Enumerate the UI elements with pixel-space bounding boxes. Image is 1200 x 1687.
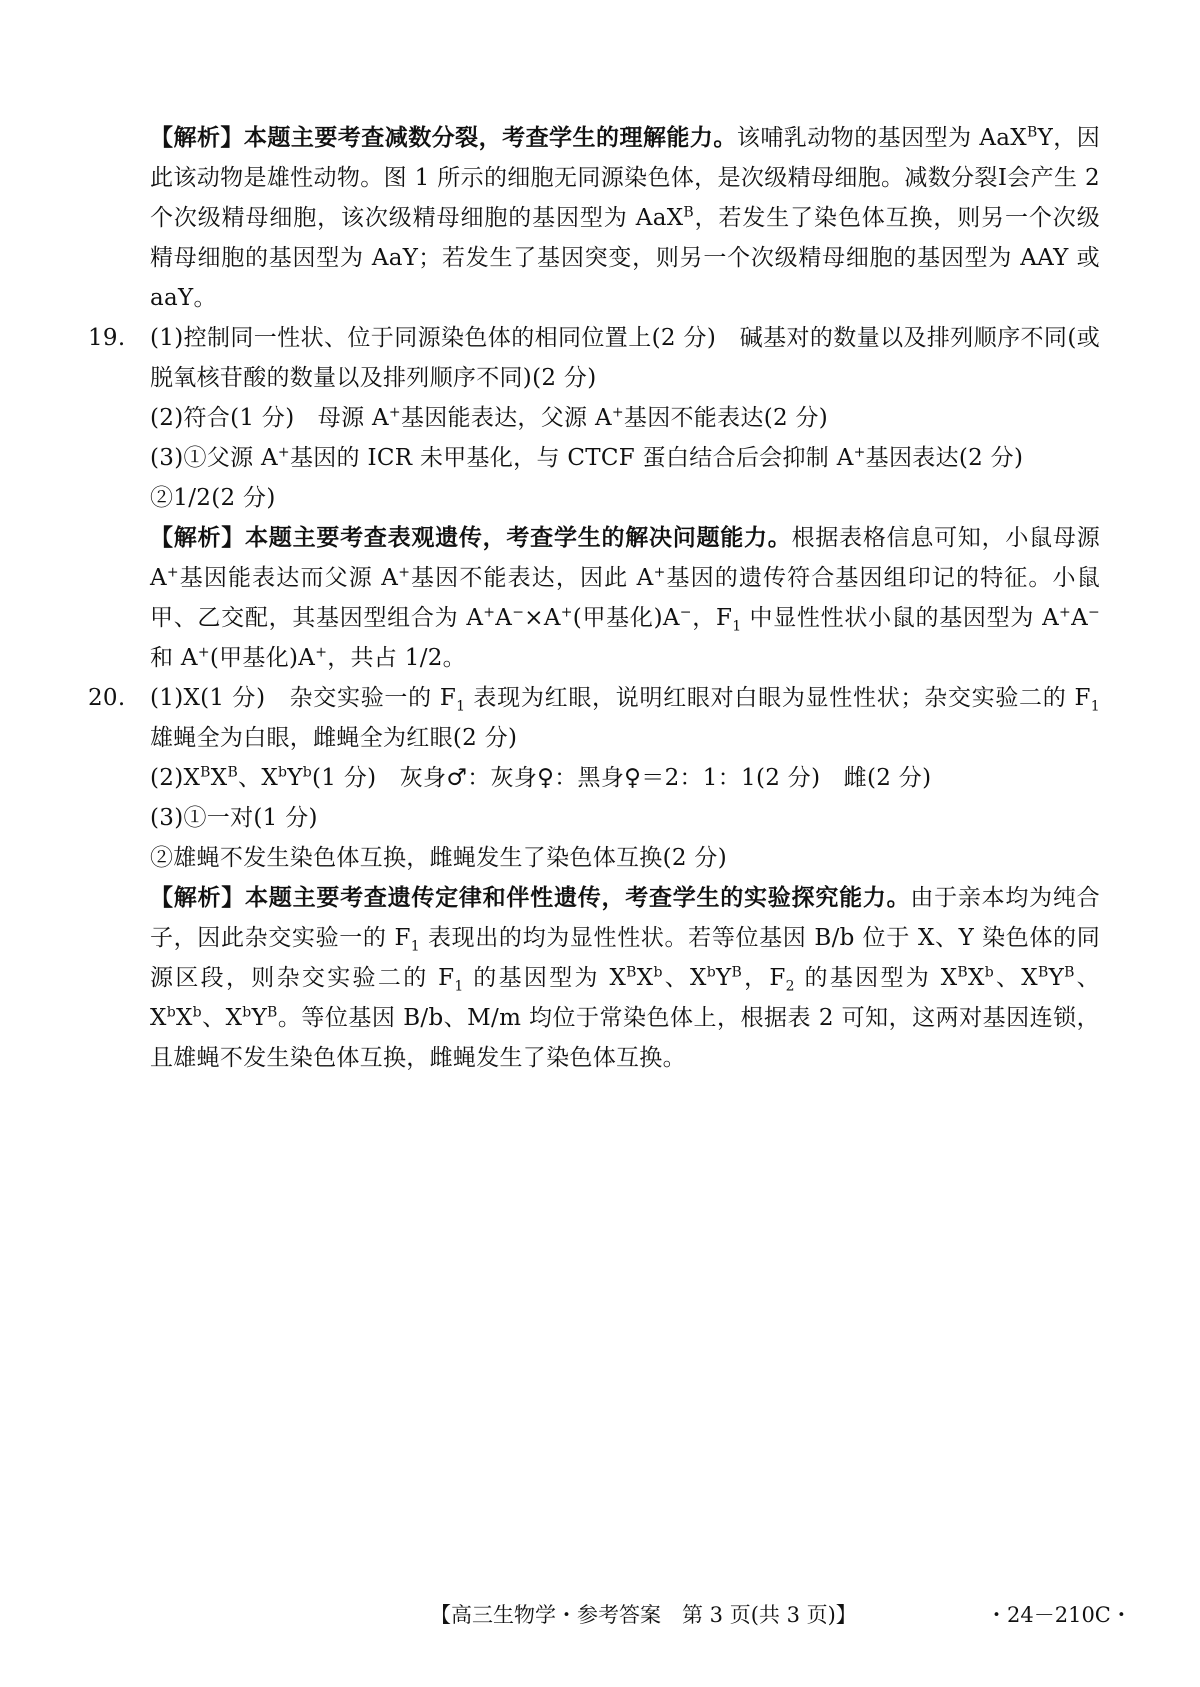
analysis-heading: 本题主要考查遗传定律和伴性遗传，考查学生的实验探究能力。	[245, 884, 911, 911]
question-number: 20.	[88, 685, 126, 711]
q20-analysis: 【解析】本题主要考查遗传定律和伴性遗传，考查学生的实验探究能力。由于亲本均为纯合子，因此杂交实验一的 $F_1$ 表现出的均为显性性状。若等位基因 B/b 位于 X、Y 染色体的同源区段，则杂交实验二的 $F_1$ 的基因型为 $X^BX^b$、$X^bY^B$，$F_2$ 的基因型为 $X^BX^b$、$X^BY^B$、$X^bX^b$、$X^bY^B$。等位基因 B/b、M/m 均位于常染色体上，根据表 2 可知，这两对基因连锁，且雄蝇不发生染色体互换，雌蝇发生了染色体互换。	[150, 884, 1100, 1071]
analysis-heading: 本题主要考查减数分裂，考查学生的理解能力。	[243, 124, 737, 151]
analysis-label: 【解析】	[150, 884, 246, 911]
analysis-label: 【解析】	[150, 124, 244, 151]
footer-page-info: 【高三生物学・参考答案 第 3 页(共 3 页)】	[430, 1603, 857, 1627]
page-footer	[0, 1595, 1200, 1635]
analysis-label: 【解析】	[150, 524, 246, 551]
q18-analysis: 【解析】本题主要考查减数分裂，考查学生的理解能力。该哺乳动物的基因型为 AaX$^B$Y，因此该动物是雄性动物。图 1 所示的细胞无同源染色体，是次级精母细胞。减数分裂Ⅰ会产生 2 个次级精母细胞，该次级精母细胞的基因型为 AaX$^B$，若发生了染色体互换，则另一个次级精母细胞的基因型为 AaY；若发生了基因突变，则另一个次级精母细胞的基因型为 AAY 或 aaY。	[150, 124, 1100, 311]
footer-doc-code: ・24－210C・	[986, 1603, 1132, 1627]
q19-answer-2: (2)符合(1 分) 母源 A+基因能表达，父源 A+基因不能表达(2 分)	[150, 404, 829, 431]
question-number: 19.	[88, 325, 126, 351]
question-20	[88, 678, 1101, 1078]
q20-answer-2: $(2)X^BX^B$、$X^bY^b(1$ 分) 灰身♂：灰身♀：黑身♀＝2：1：1(2 分) 雌(2 分)	[150, 764, 932, 791]
answer-content	[88, 118, 1101, 1078]
q20-answer-4: ②雄蝇不发生染色体互换，雌蝇发生了染色体互换(2 分)	[150, 845, 727, 871]
question-19	[88, 318, 1101, 678]
q19-answer-4: ②1/2(2 分)	[150, 485, 276, 511]
q19-answer-3: (3)①父源 A+基因的 ICR 未甲基化，与 CTCF 蛋白结合后会抑制 A+基因表达(2 分)	[150, 444, 1024, 471]
analysis-heading: 本题主要考查表观遗传，考查学生的解决问题能力。	[245, 524, 792, 551]
q20-answer-1: (1)X(1 分) 杂交实验一的 $F_1$ 表现为红眼，说明红眼对白眼为显性性状；杂交实验二的 $F_1$ 雄蝇全为白眼，雌蝇全为红眼(2 分)	[150, 685, 1101, 751]
q19-analysis: 【解析】本题主要考查表观遗传，考查学生的解决问题能力。根据表格信息可知，小鼠母源 A+基因能表达而父源 A+基因不能表达，因此 A+基因的遗传符合基因组印记的特征。小鼠甲、乙交配，其基因型组合为 A+A−×A+(甲基化)A−，$F_1$ 中显性性状小鼠的基因型为 A+A− 和 A+(甲基化)A+，共占 1/2。	[150, 524, 1101, 671]
q20-answer-3: (3)①一对(1 分)	[150, 805, 318, 831]
q19-answer-1: (1)控制同一性状、位于同源染色体的相同位置上(2 分) 碱基对的数量以及排列顺序不同(或脱氧核苷酸的数量以及排列顺序不同)(2 分)	[150, 325, 1100, 391]
